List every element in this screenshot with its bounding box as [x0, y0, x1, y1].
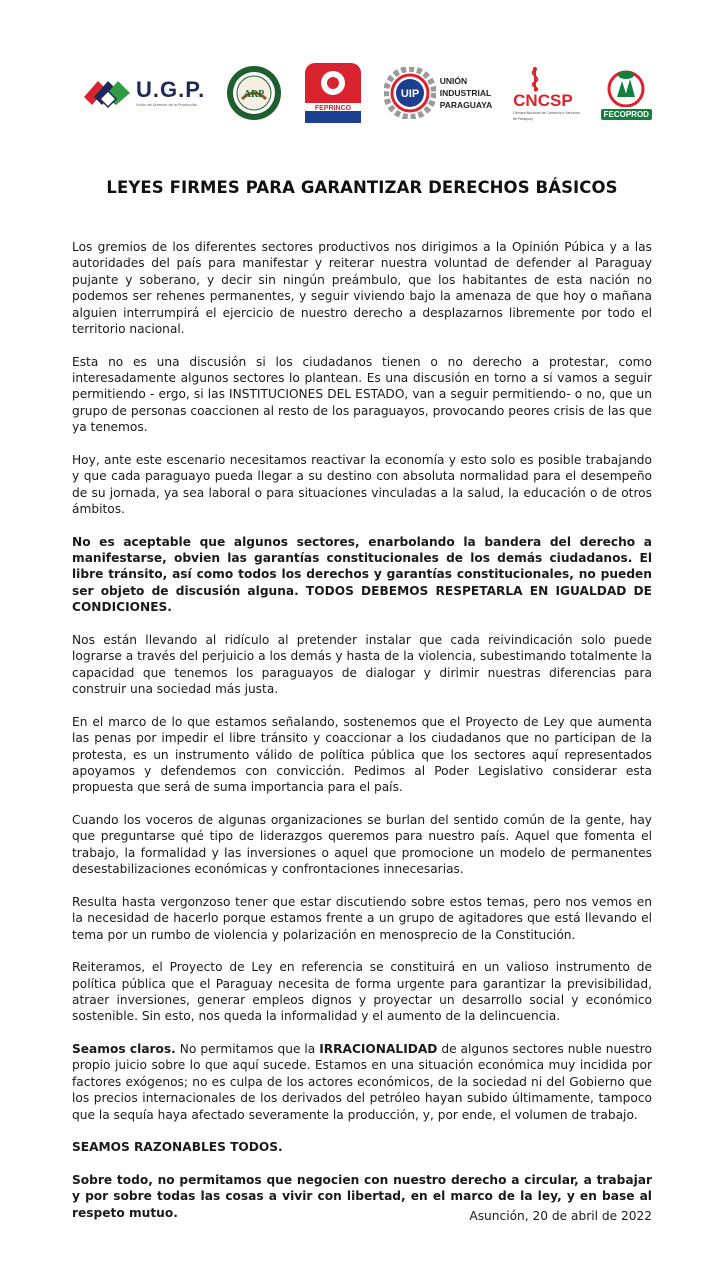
emphasis-word: IRRACIONALIDAD [319, 1041, 438, 1056]
ugp-subtitle: Unión de Gremios de la Producción [136, 103, 198, 107]
uip-short: UIP [400, 88, 419, 100]
paragraph: Cuando los voceros de algunas organizaciones se burlan del sentido común de la gente, hay que preguntarse qué tipo de liderazgos queremos para nuestro país. Aquel que fomenta el trabajo, la formalidad y las inversiones o aquel que promocione un modelo de permanentes desestabilizaciones económicas y confrontaciones innecesarias. [72, 812, 652, 877]
fecoprod-name: FECOPROD [601, 109, 652, 120]
uip-line1: UNIÓN [439, 76, 468, 86]
cncsp-subtitle-1: Cámara Nacional de Comercio y Servicios [513, 110, 580, 115]
paragraph: En el marco de lo que estamos señalando, sostenemos que el Proyecto de Ley que aumenta las penas por impedir el libre tránsito y coaccionar a los ciudadanos que no participan de la protesta, es un instrumento válido de política pública que los sectores aquí representados apoyamos y defendemos con convicción. Pedimos al Poder Legislativo considerar esta propuesta que será de suma importancia para el país. [72, 714, 652, 795]
text-run: No permitamos que la [175, 1041, 320, 1056]
paragraph-bold: No es aceptable que algunos sectores, enarbolando la bandera del derecho a manifestarse, obvien las garantías constitucionales de los demás ciudadanos. El libre tránsito, así como todos los derechos y garantías constitucionales, no pueden ser objeto de discusión alguna. TODOS DEBEMOS RESPETARLA EN IGUALDAD DE CONDICIONES. [72, 534, 652, 615]
arp-logo [226, 65, 282, 121]
logo-strip [80, 58, 652, 128]
statement-body [72, 239, 652, 1237]
arp-seal-icon [226, 65, 282, 121]
fecoprod-emblem-icon [603, 67, 649, 107]
paragraph: Resulta hasta vergonzoso tener que estar discutiendo sobre estos temas, pero nos vemos en la necesidad de hacerlo porque estamos frente a un grupo de agitadores que está llevando el tema por un rumbo de violencia y polarización en menosprecio de la Constitución. [72, 894, 652, 942]
paragraph: Hoy, ante este escenario necesitamos reactivar la economía y esto solo es posible trabajando y que cada paraguayo pueda llegar a su destino con absoluta normalidad para el desempeño de su jornada, ya sea laboral o para situaciones vinculadas a la salud, la educación o de otros ámbitos. [72, 452, 652, 517]
feprinco-emblem-icon [303, 61, 363, 125]
uip-logo [384, 67, 493, 119]
lead-phrase: Seamos claros. [72, 1041, 176, 1056]
arp-name: ARP [243, 89, 265, 100]
ugp-emblem-icon [80, 73, 136, 113]
uip-gear-icon [384, 67, 436, 119]
text-run: de algunos sectores nuble nuestro propio juicio sobre lo que aquí sucede. Estamos en una situación económica muy incidida por factores exógenos; no es culpa de los actores económicos, de la sociedad ni del Gobierno que los precios internacionales de los derivados del petróleo hayan subido últimamente, tampoco que la sequía haya afectado severamente la producción, y, por ende, el volumen de trabajo. [72, 1041, 652, 1122]
feprinco-logo [303, 61, 363, 125]
cncsp-caduceus-icon [525, 66, 545, 92]
ugp-name: U.G.P. [136, 77, 206, 102]
fecoprod-logo [601, 67, 652, 120]
ugp-logo [80, 73, 205, 113]
uip-line3: PARAGUAYA [439, 100, 493, 110]
uip-line2: INDUSTRIAL [439, 88, 492, 98]
paragraph [72, 1041, 652, 1123]
cncsp-logo [513, 66, 580, 121]
paragraph: Esta no es una discusión si los ciudadanos tienen o no derecho a protestar, como interesadamente algunos sectores lo plantean. Es una discusión en torno a si vamos a seguir permitiendo - ergo, si las INSTITUCIONES DEL ESTADO, van a seguir permitiendo- o no, que un grupo de personas coaccionen al resto de los paraguayos, provocando peores crisis de las que ya tenemos. [72, 354, 652, 435]
cncsp-subtitle-2: de Paraguay [513, 116, 534, 121]
paragraph: Los gremios de los diferentes sectores productivos nos dirigimos a la Opinión Púbica y a las autoridades del país para manifestar y reiterar nuestra voluntad de defender al Paraguay pujante y soberano, y decir sin ningún preámbulo, que los habitantes de esta nación no podemos ser rehenes permanentes, y seguir viviendo bajo la amenaza de que hoy o mañana alguien interrumpirá el ejercicio de nuestro derecho a desplazarnos libremente por todo el territorio nacional. [72, 240, 652, 337]
feprinco-name: FEPRINCO [314, 105, 351, 112]
paragraph: Nos están llevando al ridículo al pretender instalar que cada reivindicación solo puede lograrse a través del perjuicio a los demás y hasta de la violencia, subestimando totalmente la capacidad que tenemos los paraguayos de dialogar y dirimir nuestras diferencias para construir una sociedad más justa. [72, 632, 652, 697]
paragraph: Reiteramos, el Proyecto de Ley en referencia se constituirá en un valioso instrumento de política pública que el Paraguay necesita de forma urgente para garantizar la previsibilidad, atraer inversiones, generar empleos dignos y proyectar un desarrollo social y económico sostenible. Sin esto, nos queda la informalidad y el aumento de la delincuencia. [72, 960, 652, 1024]
paragraph-bold: SEAMOS RAZONABLES TODOS. [72, 1140, 283, 1155]
paragraph-bold: Sobre todo, no permitamos que negocien con nuestro derecho a circular, a trabajar y por sobre todas las cosas a vivir con libertad, en el marco de la ley, y en base al respeto mutuo. [72, 1172, 652, 1220]
document-title: LEYES FIRMES PARA GARANTIZAR DERECHOS BÁSICOS [106, 178, 618, 197]
date-line: Asunción, 20 de abril de 2022 [469, 1209, 652, 1223]
cncsp-name: CNCSP [513, 90, 573, 110]
